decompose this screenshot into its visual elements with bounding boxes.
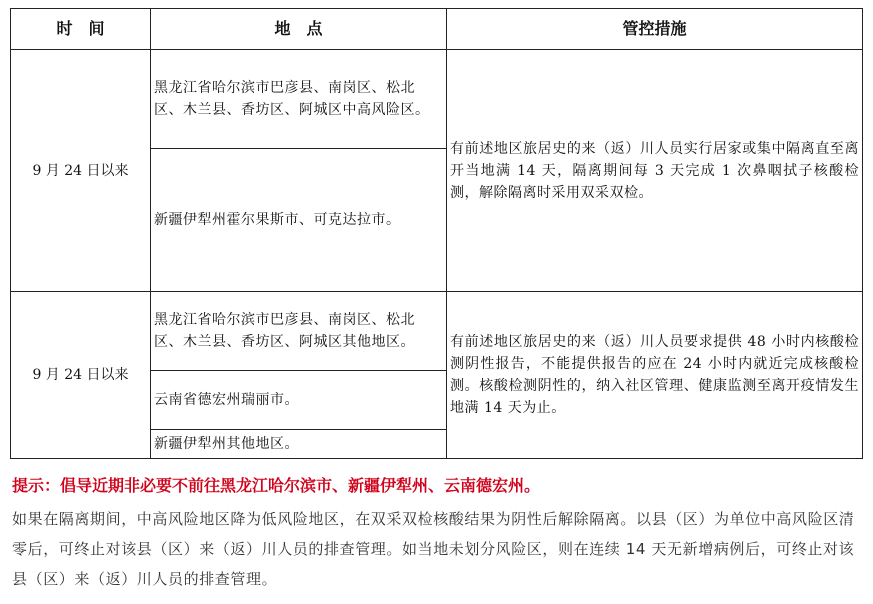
- header-place: 地 点: [151, 9, 447, 50]
- header-row: [11, 9, 863, 50]
- quarantine-note: 如果在隔离期间，中高风险地区降为低风险地区，在双采双检核酸结果为阴性后解除隔离。以县（区）为单位中高风险区清零后，可终止对该县（区）来（返）川人员的排查管理。如当地未划分风险区，则在连续 14 天无新增病例后，可终止对该县（区）来（返）川人员的排查管理。: [12, 510, 855, 588]
- notes-section: [12, 472, 864, 594]
- table-row: [11, 50, 863, 149]
- measure-cell-group1: 有前述地区旅居史的来（返）川人员实行居家或集中隔离直至离开当地满 14 天，隔离期间每 3 天完成 1 次鼻咽拭子核酸检测，解除隔离时采用双采双检。: [447, 50, 863, 292]
- control-measures-table: [10, 8, 863, 459]
- measure-cell-group2: 有前述地区旅居史的来（返）川人员要求提供 48 小时内核酸检测阴性报告，不能提供报告的应在 24 小时内就近完成核酸检测。核酸检测阴性的，纳入社区管理、健康监测至离开疫情发生地满 14 天为止。: [447, 292, 863, 459]
- time-cell-group2: 9 月 24 日以来: [11, 292, 151, 459]
- place-cell: 云南省德宏州瑞丽市。: [151, 371, 447, 430]
- place-cell: 新疆伊犁州霍尔果斯市、可克达拉市。: [151, 149, 447, 292]
- table-row: [11, 292, 863, 371]
- place-cell: 新疆伊犁州其他地区。: [151, 430, 447, 459]
- time-cell-group1: 9 月 24 日以来: [11, 50, 151, 292]
- place-cell: 黑龙江省哈尔滨市巴彦县、南岗区、松北区、木兰县、香坊区、阿城区中高风险区。: [151, 50, 447, 149]
- place-cell: 黑龙江省哈尔滨市巴彦县、南岗区、松北区、木兰县、香坊区、阿城区其他地区。: [151, 292, 447, 371]
- header-time: 时 间: [11, 9, 151, 50]
- header-measure: 管控措施: [447, 9, 863, 50]
- travel-tip: 提示：倡导近期非必要不前往黑龙江哈尔滨市、新疆伊犁州、云南德宏州。: [12, 476, 541, 495]
